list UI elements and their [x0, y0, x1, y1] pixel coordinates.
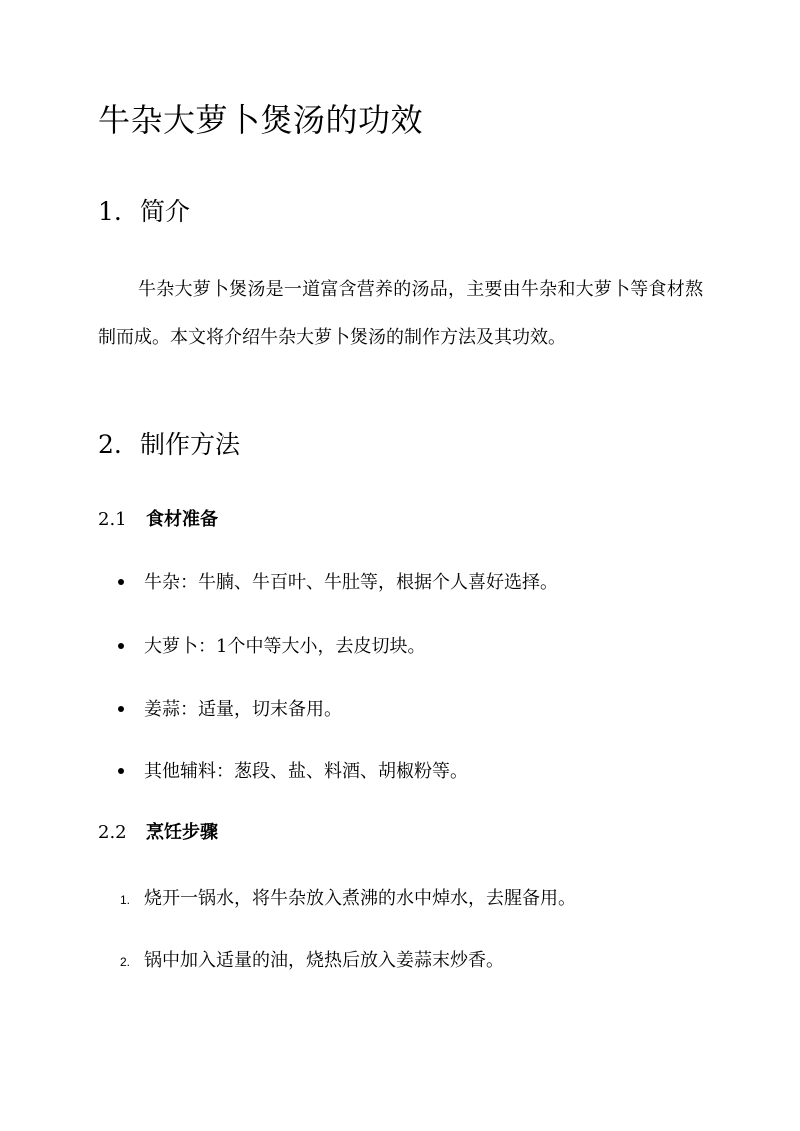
- subsection-number: 2.1: [98, 509, 127, 530]
- section-heading-method: [98, 427, 240, 463]
- section-heading-intro: [98, 194, 190, 230]
- list-item: [118, 634, 425, 660]
- section-title: 简介: [140, 197, 191, 226]
- subsection-heading-steps: [98, 820, 218, 846]
- list-item: [118, 759, 468, 785]
- bullet-icon: [118, 706, 124, 712]
- bullet-icon: [118, 579, 124, 585]
- list-item: [118, 697, 342, 723]
- list-item-text: 其他辅料：葱段、盐、料酒、胡椒粉等。: [144, 761, 468, 782]
- intro-paragraph: 牛杂大萝卜煲汤是一道富含营养的汤品，主要由牛杂和大萝卜等食材熬制而成。本文将介绍牛杂大萝卜煲汤的制作方法及其功效。: [98, 279, 703, 348]
- list-item: [118, 570, 558, 596]
- list-item-text: 姜蒜：适量，切末备用。: [144, 699, 342, 720]
- list-item-text: 大萝卜：1个中等大小，去皮切块。: [144, 636, 426, 657]
- list-item-text: 牛杂：牛腩、牛百叶、牛肚等，根据个人喜好选择。: [144, 572, 558, 593]
- document-title: 牛杂大萝卜煲汤的功效: [98, 101, 424, 139]
- step-item: [120, 886, 576, 913]
- subsection-title: 食材准备: [146, 509, 218, 530]
- subsection-heading-ingredients: [98, 507, 218, 533]
- step-text: 烧开一锅水，将牛杂放入煮沸的水中焯水，去腥备用。: [144, 888, 576, 909]
- section-number: 1.: [98, 197, 122, 226]
- subsection-title: 烹饪步骤: [146, 822, 218, 843]
- step-text: 锅中加入适量的油，烧热后放入姜蒜末炒香。: [144, 950, 504, 971]
- bullet-icon: [118, 643, 124, 649]
- step-item: [120, 948, 504, 975]
- step-number: 2.: [120, 955, 131, 969]
- subsection-number: 2.2: [98, 822, 127, 843]
- step-number: 1.: [120, 893, 131, 907]
- section-number: 2.: [98, 430, 122, 459]
- section-title: 制作方法: [140, 430, 241, 459]
- bullet-icon: [118, 768, 124, 774]
